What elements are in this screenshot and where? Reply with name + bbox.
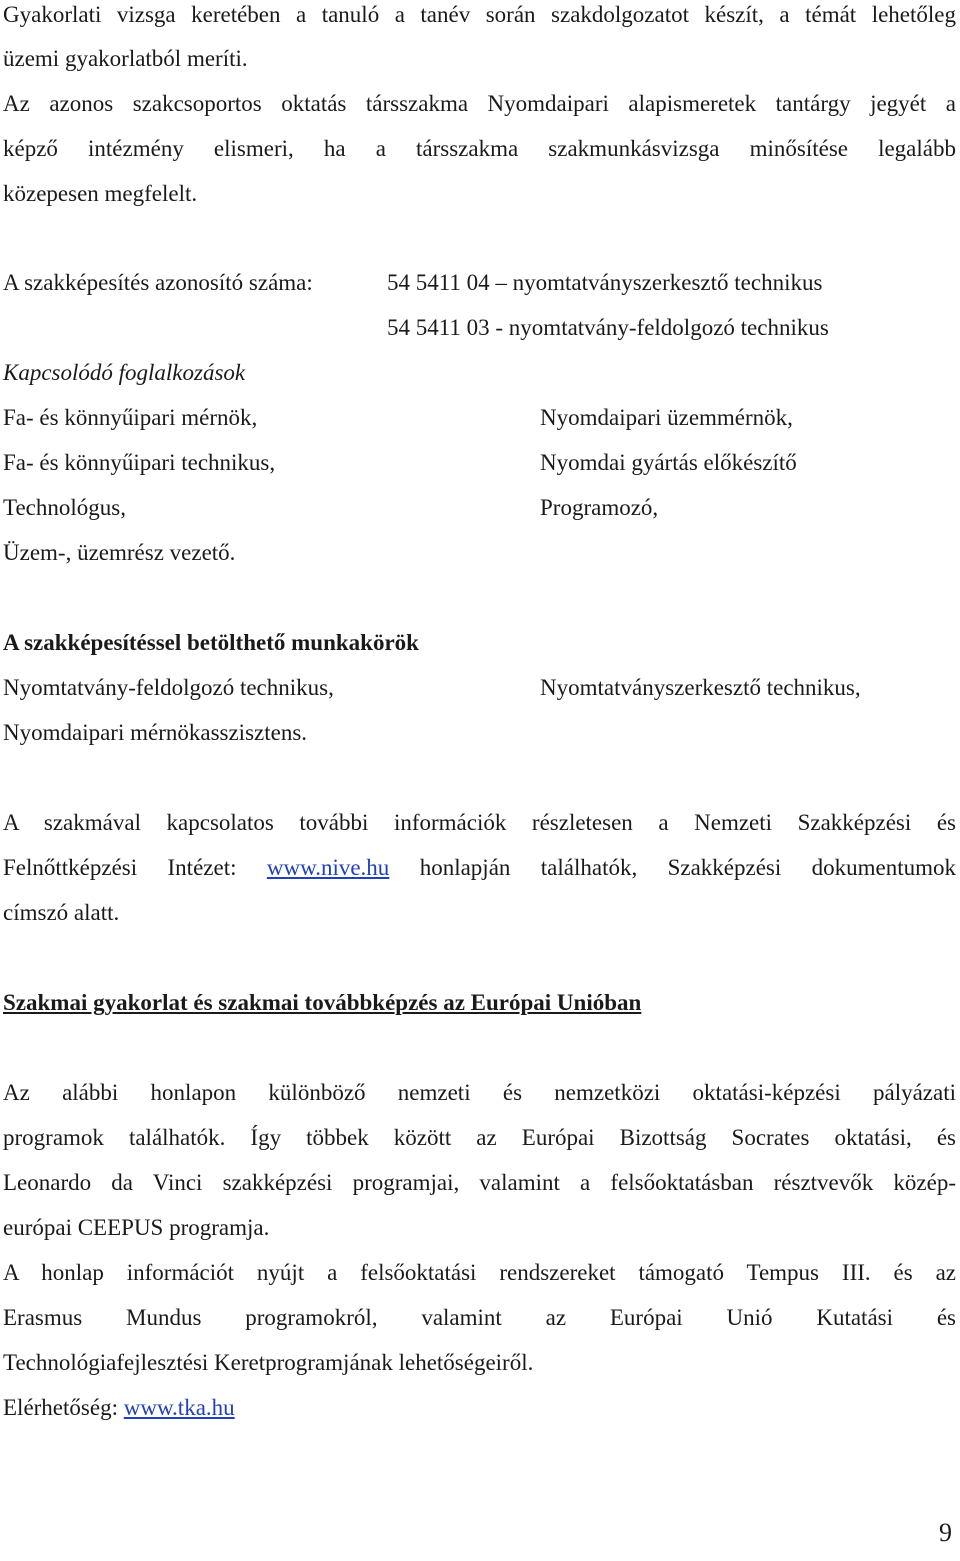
occupation-right-1: Nyomdaipari üzemmérnök, — [540, 405, 793, 430]
info-line-1: A szakmával kapcsolatos további információk részletesen a Nemzeti Szakképzési és — [3, 810, 956, 835]
occupation-left-2: Fa- és könnyűipari technikus, — [3, 450, 276, 475]
info-line-2 — [3, 853, 956, 883]
occupation-left-4: Üzem-, üzemrész vezető. — [3, 540, 236, 565]
intro-line-1: Gyakorlati vizsga keretében a tanuló a tanév során szakdolgozatot készít, a témát lehetőleg — [3, 2, 956, 27]
tka-link[interactable]: www.tka.hu — [123, 1395, 235, 1420]
occupations-heading: Kapcsolódó foglalkozások — [3, 360, 246, 385]
qualification-label: A szakképesítés azonosító száma: — [3, 270, 313, 295]
intro-line-3: Az azonos szakcsoportos oktatás társszakma Nyomdaipari alapismeretek tantárgy jegyét a — [3, 91, 956, 116]
intro-line-4: képző intézmény elismeri, ha a társszakma szakmunkásvizsga minősítése legalább — [3, 136, 956, 161]
contact-line — [3, 1393, 956, 1423]
jobs-heading: A szakképesítéssel betölthető munkakörök — [3, 630, 419, 655]
eu-p1-line-3: Leonardo da Vinci szakképzési programjai, valamint a felsőoktatásban résztvevők közép- — [3, 1170, 956, 1195]
occupation-right-3: Programozó, — [540, 495, 659, 520]
occupation-right-2: Nyomdai gyártás előkészítő — [540, 450, 797, 475]
intro-line-2: üzemi gyakorlatból meríti. — [3, 46, 248, 71]
eu-p1-line-4: európai CEEPUS programja. — [3, 1215, 270, 1240]
occupation-left-1: Fa- és könnyűipari mérnök, — [3, 405, 258, 430]
eu-p1-line-2: programok találhatók. Így többek között az Európai Bizottság Socrates oktatási, és — [3, 1125, 956, 1150]
eu-p2-line-3: Technológiafejlesztési Keretprogramjának lehetőségeiről. — [3, 1350, 534, 1375]
qualification-code-2: 54 5411 03 - nyomtatvány-feldolgozó technikus — [387, 315, 829, 340]
page-number: 9 — [939, 1518, 952, 1547]
occupation-left-3: Technológus, — [3, 495, 126, 520]
eu-p1-line-1: Az alábbi honlapon különböző nemzeti és nemzetközi oktatási-képzési pályázati — [3, 1080, 956, 1105]
eu-p2-line-2: Erasmus Mundus programokról, valamint az Európai Unió Kutatási és — [3, 1305, 956, 1330]
job-left-2: Nyomdaipari mérnökasszisztens. — [3, 720, 308, 745]
contact-label: Elérhetőség: — [3, 1395, 118, 1420]
qualification-code-1: 54 5411 04 – nyomtatványszerkesztő technikus — [387, 270, 823, 295]
intro-line-5: közepesen megfelelt. — [3, 181, 198, 206]
job-left-1: Nyomtatvány-feldolgozó technikus, — [3, 675, 334, 700]
job-right-1: Nyomtatványszerkesztő technikus, — [540, 675, 861, 700]
info-line-2-prefix: Felnőttképzési Intézet: — [3, 855, 237, 880]
info-line-2-suffix: honlapján találhatók, Szakképzési dokumentumok — [419, 855, 957, 880]
info-line-3: címszó alatt. — [3, 900, 120, 925]
eu-heading: Szakmai gyakorlat és szakmai továbbképzés az Európai Unióban — [3, 990, 642, 1015]
eu-p2-line-1: A honlap információt nyújt a felsőoktatási rendszereket támogató Tempus III. és az — [3, 1260, 956, 1285]
nive-link[interactable]: www.nive.hu — [266, 855, 390, 880]
